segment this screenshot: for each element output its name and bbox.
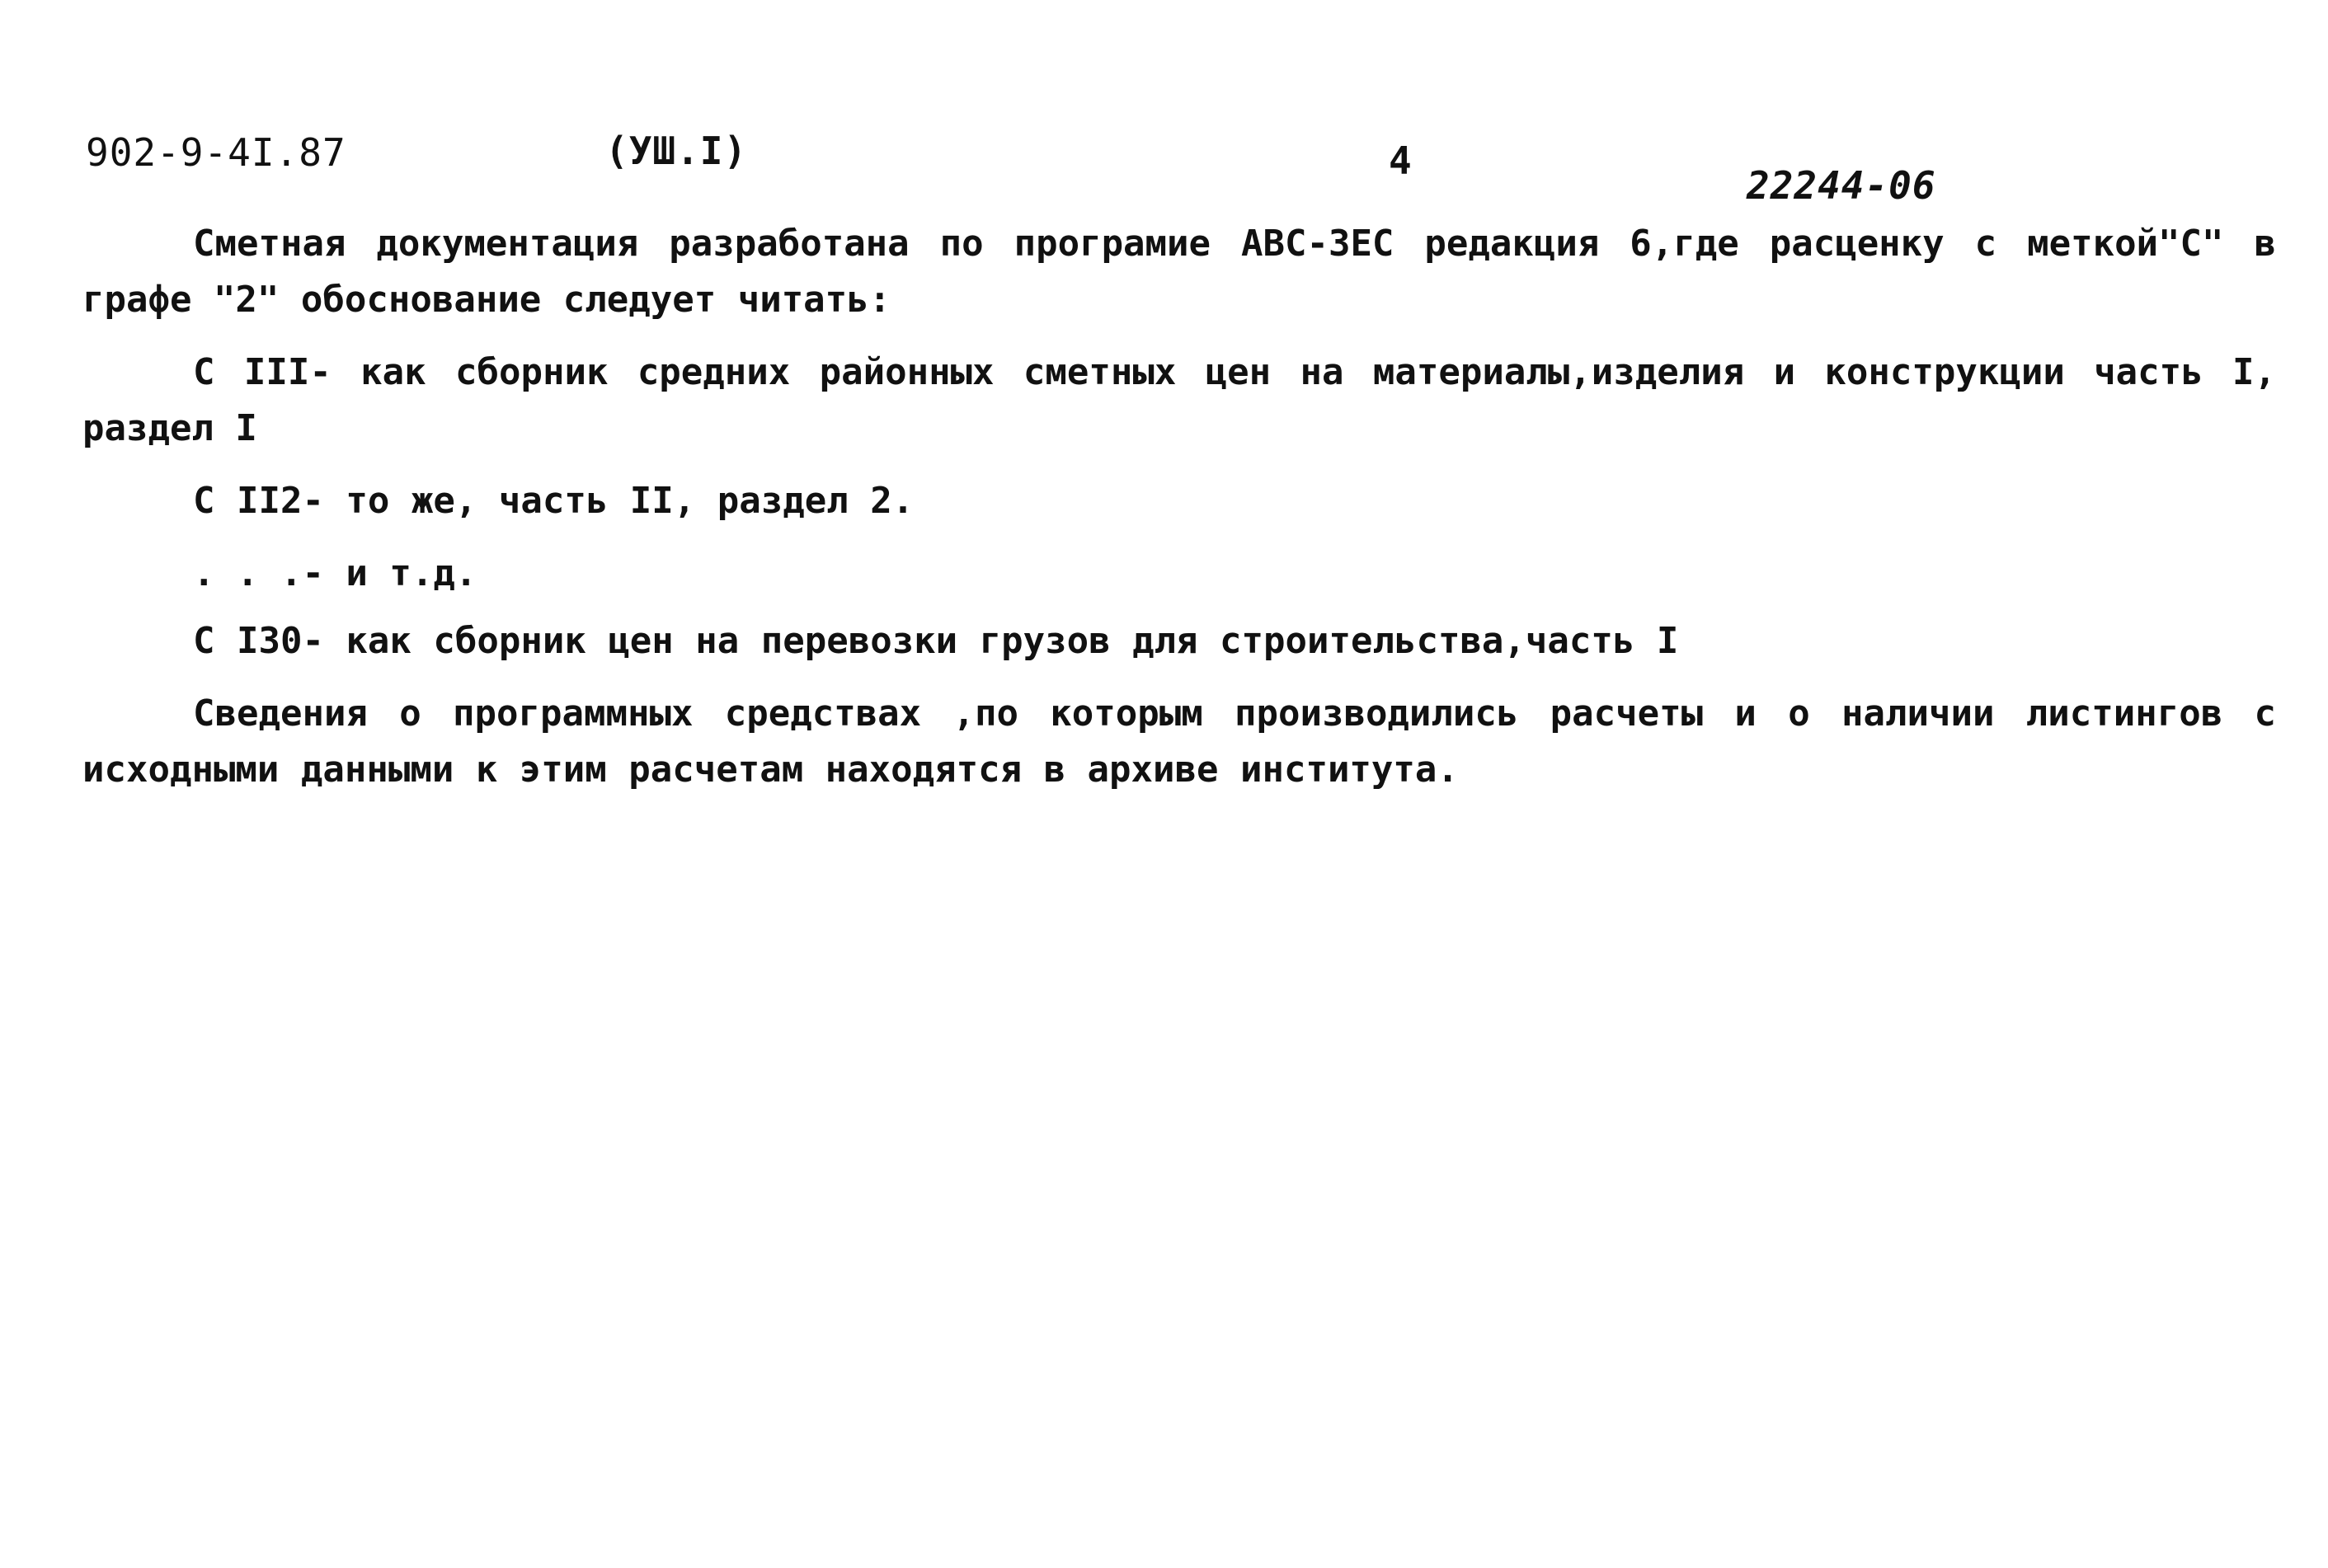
page-number: 4	[1389, 138, 1413, 183]
paragraph-c130: С I30- как сборник цен на перевозки грузов для строительства,часть I	[193, 620, 1679, 662]
paragraph-intro: Сметная документация разработана по програмие АВС-3ЕС редакция 6,где расценку с меткой"С" в графе "2" обоснование следует читать:	[82, 223, 2276, 321]
paragraph-c112: С II2- то же, часть II, раздел 2.	[193, 480, 915, 522]
paragraph-c111: С III- как сборник средних районных сметных цен на материалы,изделия и конструкции часть I, раздел I	[82, 351, 2276, 449]
document-code: 902-9-4I.87	[86, 130, 346, 175]
paragraph-software-info: Сведения о программных средствах ,по которым производились расчеты и о наличии листингов с исходными данными к этим расчетам находятся в архиве института.	[82, 692, 2276, 791]
paragraph-etc: . . .- и т.д.	[193, 552, 477, 594]
sheet-mark: (УШ.I)	[605, 129, 748, 173]
inventory-number: 22244-06	[1747, 163, 1936, 208]
document-body	[82, 216, 2276, 815]
